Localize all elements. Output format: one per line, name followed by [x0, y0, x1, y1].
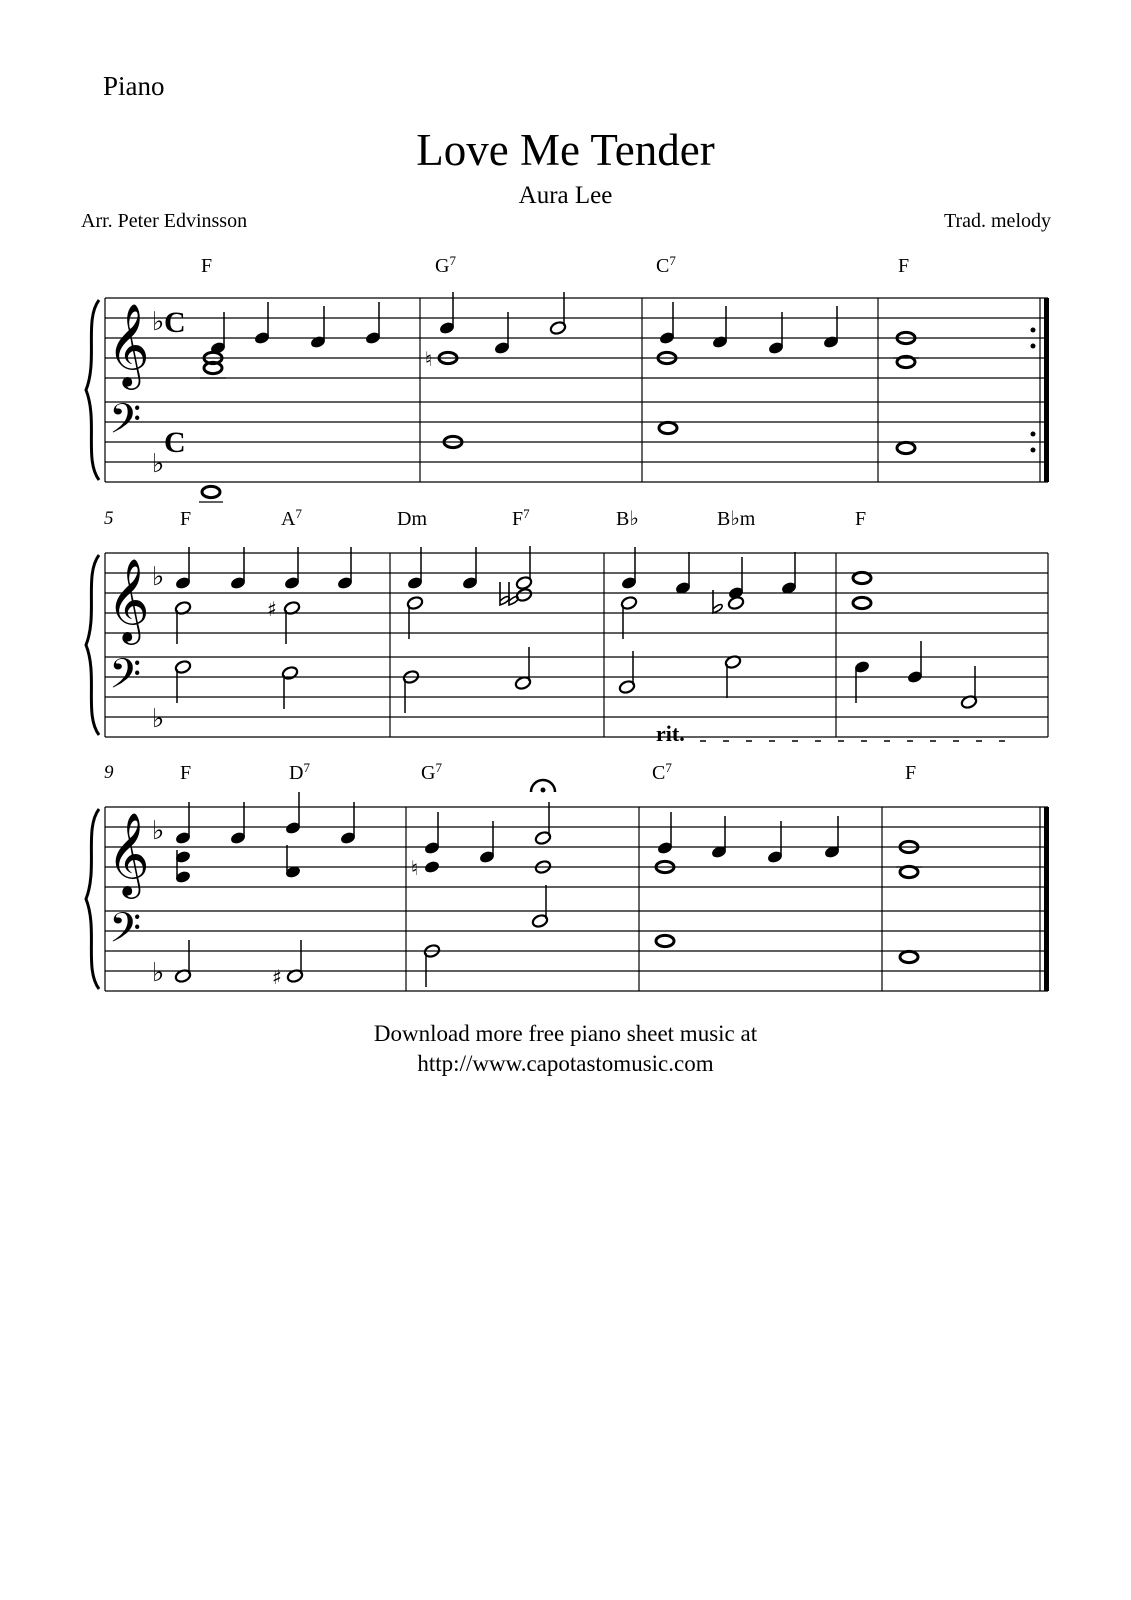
svg-text:F: F	[898, 255, 910, 277]
svg-text:A7: $A^7$	[281, 506, 302, 530]
footer-url: http://www.capotastomusic.com	[417, 1051, 714, 1076]
bass-clef-icon: 𝄢	[109, 395, 142, 453]
instrument-label: Piano	[103, 71, 165, 101]
svg-text:𝄞: 𝄞	[107, 557, 150, 641]
song-subtitle: Aura Lee	[518, 182, 613, 209]
chord-row-1	[201, 253, 909, 277]
svg-text:𝄢: 𝄢	[109, 904, 142, 962]
system-3	[86, 780, 1049, 991]
svg-text:♮: ♮	[411, 856, 419, 880]
composer-credit: Trad. melody	[943, 210, 1051, 232]
system-2	[86, 546, 1048, 737]
time-signature-treble: C	[164, 306, 186, 339]
svg-text:F: F	[201, 255, 213, 277]
arranger-credit: Arr. Peter Edvinsson	[81, 210, 248, 232]
system-1	[86, 292, 1049, 502]
svg-text:C7: $C^7$	[656, 253, 676, 277]
treble-clef-icon: 𝄞	[107, 302, 150, 386]
svg-text:𝄢: 𝄢	[109, 650, 142, 708]
svg-text:♭: ♭	[152, 704, 165, 734]
svg-text:B♭: B♭	[616, 508, 639, 530]
svg-text:♭: ♭	[152, 562, 165, 592]
svg-text:♭: ♭	[152, 449, 165, 479]
svg-text:5: 5	[104, 508, 114, 529]
svg-text:G7: $G^7$	[421, 760, 442, 784]
svg-text:F: F	[180, 508, 192, 530]
svg-text:F: F	[180, 762, 192, 784]
svg-text:F7: $F^7$	[512, 506, 530, 530]
svg-text:F: F	[855, 508, 867, 530]
svg-text:9: 9	[104, 762, 114, 783]
svg-text:♭: ♭	[152, 958, 165, 988]
ritardando-marking	[656, 721, 1022, 746]
svg-text:F: F	[905, 762, 917, 784]
svg-text:rit.: rit.	[656, 721, 685, 746]
svg-text:♮: ♮	[425, 347, 433, 371]
svg-text:D7: $D^7$	[289, 760, 310, 784]
svg-text:G7: $G^7$	[435, 253, 456, 277]
song-title: Love Me Tender	[416, 125, 715, 175]
svg-text:B♭m: B♭m	[717, 508, 756, 530]
svg-text:𝄞: 𝄞	[107, 811, 150, 895]
svg-text:Dm: Dm	[397, 508, 427, 530]
notes-system-1	[199, 292, 919, 502]
svg-text:♭: ♭	[152, 816, 165, 846]
svg-text:C7: $C^7$	[652, 760, 672, 784]
chord-row-2	[104, 506, 866, 530]
chord-row-3	[104, 760, 916, 784]
svg-text:♯: ♯	[272, 965, 282, 989]
svg-text:♭: ♭	[152, 307, 165, 337]
time-signature-bass: C	[164, 426, 186, 459]
footer-download-text: Download more free piano sheet music at	[373, 1021, 758, 1046]
svg-text:♯: ♯	[267, 597, 277, 621]
